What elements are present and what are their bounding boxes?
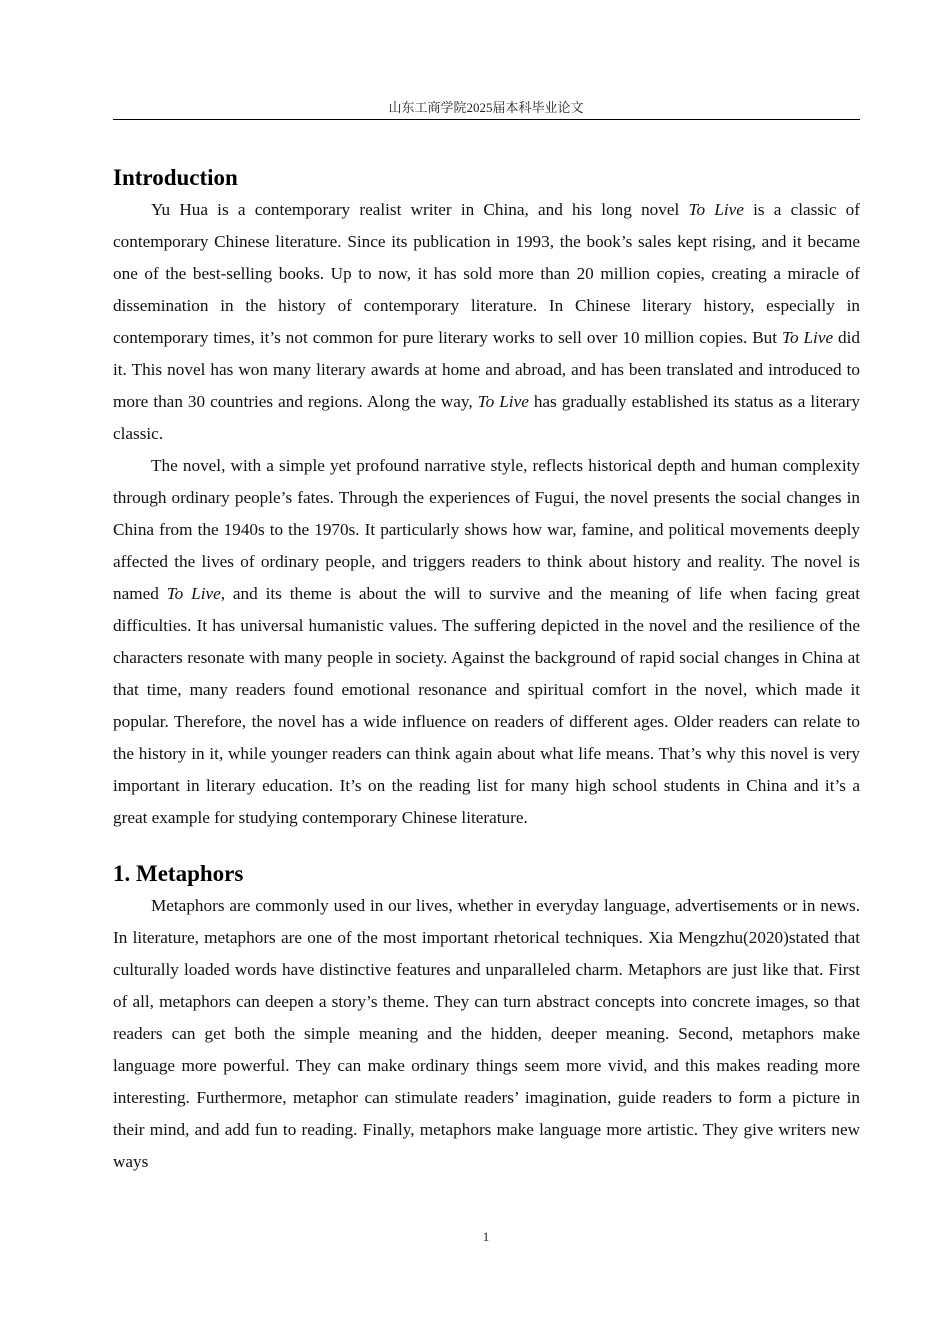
book-title: To Live	[477, 392, 529, 411]
metaphors-paragraph-1: Metaphors are commonly used in our lives, whether in everyday language, advertisements or in news. In literature, metaphors are one of the most important rhetorical techniques. Xia Mengzhu(2020)stated that culturally loaded words have distinctive features and unparalleled charm. Metaphors are just like that. First of all, metaphors can deepen a story’s theme. They can turn abstract concepts into concrete images, so that readers can get both the simple meaning and the hidden, deeper meaning. Second, metaphors make language more powerful. They can make ordinary things seem more vivid, and this makes reading more interesting. Furthermore, metaphor can stimulate readers’ imagination, guide readers to form a picture in their mind, and add fun to reading. Finally, metaphors make language more artistic. They give writers new ways	[113, 896, 860, 1171]
intro-paragraph-2	[113, 450, 860, 834]
text-run: has gradually established its status as a literary classic.	[113, 392, 860, 443]
text-run: did it. This novel has won many literary awards at home and abroad, and has been translated and introduced to more than 30 countries and regions. Along the way,	[113, 328, 860, 411]
body-content	[113, 162, 860, 1178]
text-run: , and its theme is about the will to survive and the meaning of life when facing great difficulties. It has universal humanistic values. The suffering depicted in the novel and the resilience of the characters resonate with many people in society. Against the background of rapid social changes in China at that time, many readers found emotional resonance and spiritual comfort in the novel, which made it popular. Therefore, the novel has a wide influence on readers of different ages. Older readers can relate to the history in it, while younger readers can think again about what life means. That’s why this novel is very important in literary education. It’s on the reading list for many high school students in China and it’s a great example for studying contemporary Chinese literature.	[113, 584, 860, 827]
book-title: To Live	[166, 584, 221, 603]
book-title: To Live	[688, 200, 744, 219]
text-run: The novel, with a simple yet profound narrative style, reflects historical depth and human complexity through ordinary people’s fates. Through the experiences of Fugui, the novel presents the social changes in China from the 1940s to the 1970s. It particularly shows how war, famine, and political movements deeply affected the lives of ordinary people, and triggers readers to think about history and reality. The novel is named	[113, 456, 860, 603]
running-header: 山东工商学院2025届本科毕业论文	[388, 100, 584, 115]
introduction-heading: Introduction	[113, 165, 238, 190]
text-run: Yu Hua is a contemporary realist writer in China, and his long novel	[151, 200, 689, 219]
book-title: To Live	[781, 328, 834, 347]
header-rule	[113, 119, 860, 120]
metaphors-heading: 1. Metaphors	[113, 861, 244, 886]
intro-paragraph-1	[113, 194, 860, 450]
page-number: 1	[482, 1229, 490, 1244]
text-run: is a classic of contemporary Chinese literature. Since its publication in 1993, the book’s sales kept rising, and it became one of the best-selling books. Up to now, it has sold more than 20 million copies, creating a miracle of dissemination in the history of contemporary literature. In Chinese literary history, especially in contemporary times, it’s not common for pure literary works to sell over 10 million copies. But	[113, 200, 860, 347]
